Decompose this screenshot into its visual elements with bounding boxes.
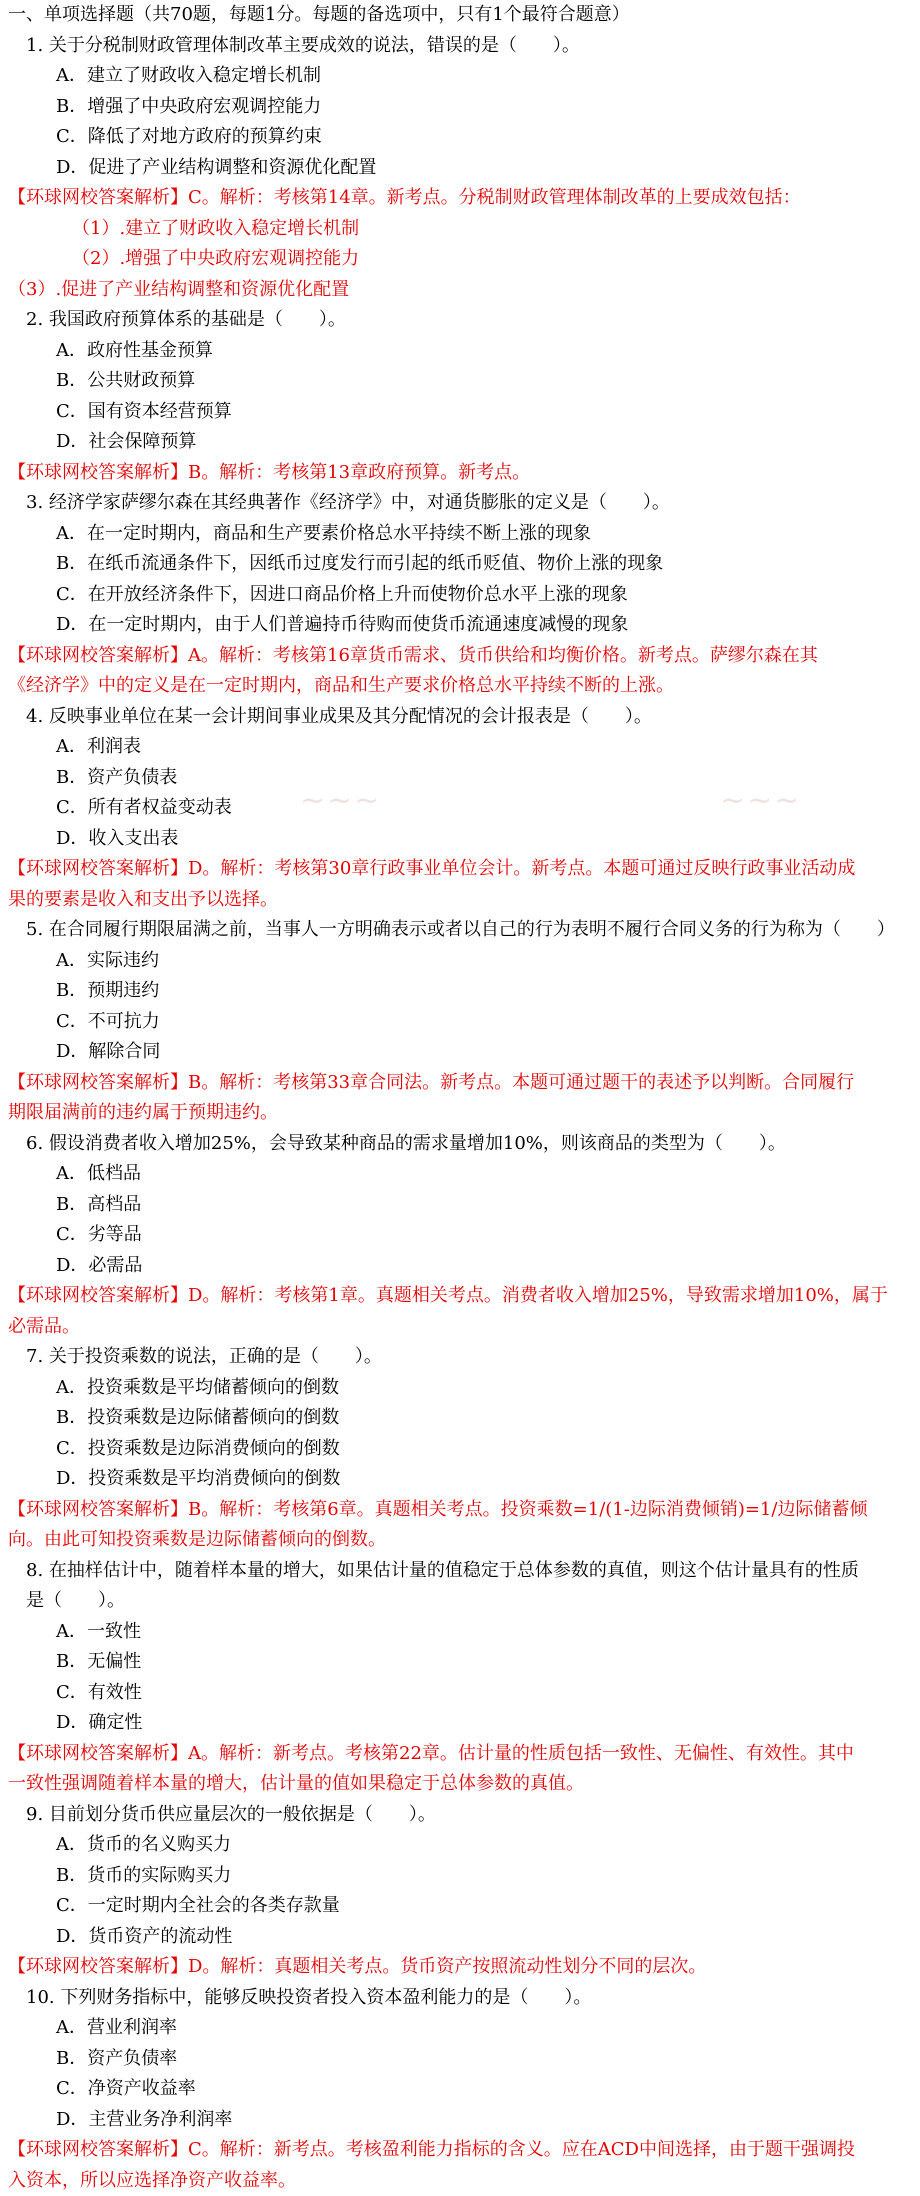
answer-option: C．国有资本经营预算 [8, 397, 912, 428]
answer-analysis: 【环球网校答案解析】B。解析：考核第33章合同法。新考点。本题可通过题干的表述予以判断。合同履行 [8, 1068, 912, 1099]
answer-option: C．劣等品 [8, 1220, 912, 1251]
answer-option: D．收入支出表 [8, 824, 912, 855]
answer-option: D．确定性 [8, 1708, 912, 1739]
answer-option: B．预期违约 [8, 976, 912, 1007]
answer-option: C．不可抗力 [8, 1007, 912, 1038]
answer-option: B．无偏性 [8, 1647, 912, 1678]
section-title: 一、单项选择题（共70题，每题1分。每题的备选项中，只有1个最符合题意） [8, 0, 912, 31]
answer-option: B．高档品 [8, 1190, 912, 1221]
answer-analysis: 入资本，所以应选择净资产收益率。 [8, 2166, 912, 2196]
answer-option: D．社会保障预算 [8, 427, 912, 458]
answer-option: C．净资产收益率 [8, 2074, 912, 2105]
question-stem: 1. 关于分税制财政管理体制改革主要成效的说法，错误的是（ ）。 [8, 31, 912, 62]
answer-option: D．在一定时期内，由于人们普遍持币待购而使货币流通速度减慢的现象 [8, 610, 912, 641]
answer-analysis: 【环球网校答案解析】D。解析：考核第1章。真题相关考点。消费者收入增加25%，导致需求增加10%，属于 [8, 1281, 912, 1312]
answer-option: B．资产负债率 [8, 2044, 912, 2075]
answer-option: A．在一定时期内，商品和生产要素价格总水平持续不断上涨的现象 [8, 519, 912, 550]
watermark-left: ~~~ [300, 783, 381, 818]
answer-option: D．货币资产的流动性 [8, 1922, 912, 1953]
answer-option: C．降低了对地方政府的预算约束 [8, 122, 912, 153]
question-block [8, 1129, 912, 1343]
question-block [8, 1800, 912, 1983]
answer-option: A．一致性 [8, 1617, 912, 1648]
question-stem: 是（ ）。 [8, 1586, 912, 1617]
answer-analysis: （2）.增强了中央政府宏观调控能力 [8, 244, 912, 275]
question-block [8, 1556, 912, 1800]
answer-option: A．低档品 [8, 1159, 912, 1190]
answer-analysis: 果的要素是收入和支出予以选择。 [8, 885, 912, 916]
question-stem: 3. 经济学家萨缪尔森在其经典著作《经济学》中，对通货膨胀的定义是（ ）。 [8, 488, 912, 519]
answer-option: D．必需品 [8, 1251, 912, 1282]
question-list [8, 31, 912, 2196]
answer-option: A．营业利润率 [8, 2013, 912, 2044]
answer-analysis: 向。由此可知投资乘数是边际储蓄倾向的倒数。 [8, 1525, 912, 1556]
answer-option: A．货币的名义购买力 [8, 1830, 912, 1861]
answer-option: B．资产负债表 [8, 763, 912, 794]
answer-option: D．主营业务净利润率 [8, 2105, 912, 2136]
question-stem: 2. 我国政府预算体系的基础是（ ）。 [8, 305, 912, 336]
question-stem: 4. 反映事业单位在某一会计期间事业成果及其分配情况的会计报表是（ ）。 [8, 702, 912, 733]
answer-option: B．公共财政预算 [8, 366, 912, 397]
answer-option: A．实际违约 [8, 946, 912, 977]
answer-analysis: 【环球网校答案解析】D。解析：考核第30章行政事业单位会计。新考点。本题可通过反映行政事业活动成 [8, 854, 912, 885]
answer-option: B．在纸币流通条件下，因纸币过度发行而引起的纸币贬值、物价上涨的现象 [8, 549, 912, 580]
answer-analysis: 必需品。 [8, 1312, 912, 1343]
answer-option: B．投资乘数是边际储蓄倾向的倒数 [8, 1403, 912, 1434]
exam-document [8, 0, 912, 2196]
answer-option: D．促进了产业结构调整和资源优化配置 [8, 153, 912, 184]
answer-option: C．在开放经济条件下，因进口商品价格上升而使物价总水平上涨的现象 [8, 580, 912, 611]
question-stem: 7. 关于投资乘数的说法，正确的是（ ）。 [8, 1342, 912, 1373]
answer-analysis: 《经济学》中的定义是在一定时期内，商品和生产要求价格总水平持续不断的上涨。 [8, 671, 912, 702]
answer-option: A．建立了财政收入稳定增长机制 [8, 61, 912, 92]
answer-analysis: 【环球网校答案解析】A。解析：考核第16章货币需求、货币供给和均衡价格。新考点。萨缪尔森在其 [8, 641, 912, 672]
answer-option: C．一定时期内全社会的各类存款量 [8, 1891, 912, 1922]
question-stem: 10. 下列财务指标中，能够反映投资者投入资本盈利能力的是（ ）。 [8, 1983, 912, 2014]
question-stem: 8. 在抽样估计中，随着样本量的增大，如果估计量的值稳定于总体参数的真值，则这个估计量具有的性质 [8, 1556, 912, 1587]
question-stem: 6. 假设消费者收入增加25%，会导致某种商品的需求量增加10%，则该商品的类型为（ ）。 [8, 1129, 912, 1160]
answer-analysis: 一致性强调随着样本量的增大，估计量的值如果稳定于总体参数的真值。 [8, 1769, 912, 1800]
answer-analysis: 【环球网校答案解析】A。解析：新考点。考核第22章。估计量的性质包括一致性、无偏性、有效性。其中 [8, 1739, 912, 1770]
answer-analysis: 期限届满前的违约属于预期违约。 [8, 1098, 912, 1129]
question-block [8, 31, 912, 306]
answer-option: C．有效性 [8, 1678, 912, 1709]
answer-option: C．所有者权益变动表 [8, 793, 912, 824]
question-block [8, 305, 912, 488]
answer-analysis: 【环球网校答案解析】C。解析：考核第14章。新考点。分税制财政管理体制改革的上要成效包括： [8, 183, 912, 214]
question-stem: 5. 在合同履行期限届满之前，当事人一方明确表示或者以自己的行为表明不履行合同义务的行为称为（ ） [8, 915, 912, 946]
answer-analysis: 【环球网校答案解析】D。解析：真题相关考点。货币资产按照流动性划分不同的层次。 [8, 1952, 912, 1983]
question-block [8, 1983, 912, 2196]
answer-analysis: 【环球网校答案解析】B。解析：考核第6章。真题相关考点。投资乘数=1/(1-边际消费倾销)=1/边际储蓄倾 [8, 1495, 912, 1526]
answer-option: C．投资乘数是边际消费倾向的倒数 [8, 1434, 912, 1465]
question-block [8, 915, 912, 1129]
answer-option: B．货币的实际购买力 [8, 1861, 912, 1892]
answer-option: A．政府性基金预算 [8, 336, 912, 367]
watermark-right: ~~~ [720, 783, 801, 818]
answer-analysis: （3）.促进了产业结构调整和资源优化配置 [8, 275, 912, 306]
question-block [8, 1342, 912, 1556]
question-stem: 9. 目前划分货币供应量层次的一般依据是（ ）。 [8, 1800, 912, 1831]
answer-option: A．利润表 [8, 732, 912, 763]
answer-option: A．投资乘数是平均储蓄倾向的倒数 [8, 1373, 912, 1404]
answer-analysis: 【环球网校答案解析】C。解析：新考点。考核盈利能力指标的含义。应在ACD中间选择，由于题干强调投 [8, 2135, 912, 2166]
question-block [8, 488, 912, 702]
answer-option: B．增强了中央政府宏观调控能力 [8, 92, 912, 123]
answer-option: D．投资乘数是平均消费倾向的倒数 [8, 1464, 912, 1495]
answer-analysis: 【环球网校答案解析】B。解析：考核第13章政府预算。新考点。 [8, 458, 912, 489]
answer-analysis: （1）.建立了财政收入稳定增长机制 [8, 214, 912, 245]
answer-option: D．解除合同 [8, 1037, 912, 1068]
